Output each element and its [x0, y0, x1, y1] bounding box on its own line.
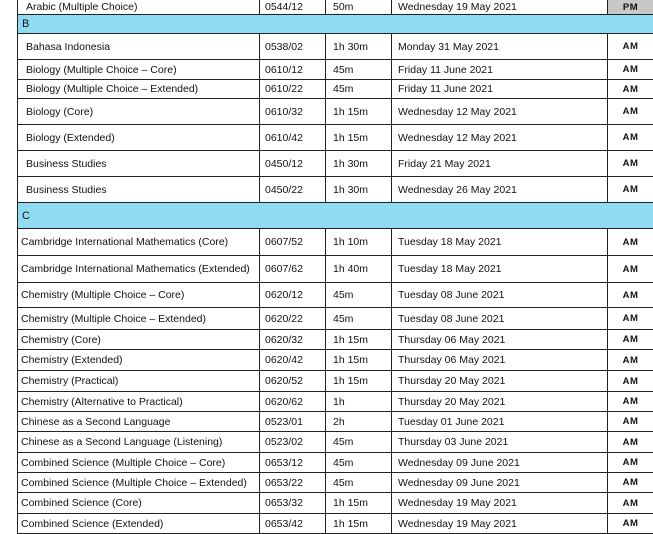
subject-cell: Biology (Extended) [17, 125, 259, 150]
section-header: B [17, 15, 653, 34]
duration-cell: 1h 15m [325, 350, 391, 370]
session-cell: AM [607, 371, 653, 391]
subject-cell: Chemistry (Multiple Choice – Extended) [17, 308, 259, 329]
code-cell: 0538/02 [259, 34, 325, 59]
date-cell: Wednesday 09 June 2021 [391, 473, 607, 492]
table-row [17, 34, 653, 60]
table-row [17, 99, 653, 125]
duration-cell: 1h 10m [325, 229, 391, 255]
date-cell: Thursday 06 May 2021 [391, 330, 607, 349]
date-cell: Tuesday 08 June 2021 [391, 283, 607, 307]
table-row [17, 330, 653, 350]
session-cell: PM [607, 0, 653, 14]
table-row [17, 392, 653, 412]
duration-cell: 45m [325, 308, 391, 329]
table-row [17, 229, 653, 256]
date-cell: Wednesday 12 May 2021 [391, 99, 607, 124]
date-cell: Monday 31 May 2021 [391, 34, 607, 59]
code-cell: 0653/22 [259, 473, 325, 492]
code-cell: 0450/22 [259, 177, 325, 202]
table-row [17, 151, 653, 177]
date-cell: Tuesday 18 May 2021 [391, 256, 607, 282]
table-row [17, 283, 653, 308]
subject-cell: Chinese as a Second Language (Listening) [17, 432, 259, 452]
date-cell: Thursday 20 May 2021 [391, 392, 607, 411]
subject-cell: Chemistry (Core) [17, 330, 259, 349]
code-cell: 0620/12 [259, 283, 325, 307]
subject-cell: Chemistry (Alternative to Practical) [17, 392, 259, 411]
table-row [17, 493, 653, 514]
code-cell: 0544/12 [259, 0, 325, 14]
session-cell: AM [607, 99, 653, 124]
session-cell: AM [607, 412, 653, 431]
session-cell: AM [607, 330, 653, 349]
subject-cell: Bahasa Indonesia [17, 34, 259, 59]
duration-cell: 1h 15m [325, 371, 391, 391]
date-cell: Friday 11 June 2021 [391, 60, 607, 79]
session-cell: AM [607, 229, 653, 255]
code-cell: 0607/52 [259, 229, 325, 255]
date-cell: Wednesday 19 May 2021 [391, 0, 607, 14]
date-cell: Thursday 06 May 2021 [391, 350, 607, 370]
date-cell: Wednesday 19 May 2021 [391, 493, 607, 513]
duration-cell: 1h 15m [325, 125, 391, 150]
session-cell: AM [607, 493, 653, 513]
duration-cell: 45m [325, 432, 391, 452]
duration-cell: 2h [325, 412, 391, 431]
duration-cell: 1h [325, 392, 391, 411]
duration-cell: 45m [325, 473, 391, 492]
code-cell: 0523/02 [259, 432, 325, 452]
session-cell: AM [607, 283, 653, 307]
session-cell: AM [607, 177, 653, 202]
date-cell: Wednesday 09 June 2021 [391, 453, 607, 472]
date-cell: Thursday 20 May 2021 [391, 371, 607, 391]
subject-cell: Chemistry (Extended) [17, 350, 259, 370]
table-row [17, 80, 653, 99]
subject-cell: Chinese as a Second Language [17, 412, 259, 431]
date-cell: Friday 11 June 2021 [391, 80, 607, 98]
code-cell: 0523/01 [259, 412, 325, 431]
duration-cell: 45m [325, 283, 391, 307]
code-cell: 0610/42 [259, 125, 325, 150]
table-row [17, 177, 653, 203]
date-cell: Wednesday 12 May 2021 [391, 125, 607, 150]
code-cell: 0653/12 [259, 453, 325, 472]
code-cell: 0610/32 [259, 99, 325, 124]
table-row [17, 371, 653, 392]
section-header: C [17, 203, 653, 229]
table-row [17, 308, 653, 330]
session-cell: AM [607, 514, 653, 533]
table-row [17, 0, 653, 15]
duration-cell: 1h 15m [325, 493, 391, 513]
duration-cell: 1h 15m [325, 514, 391, 533]
subject-cell: Business Studies [17, 177, 259, 202]
session-cell: AM [607, 60, 653, 79]
session-cell: AM [607, 308, 653, 329]
subject-cell: Biology (Multiple Choice – Core) [17, 60, 259, 79]
subject-cell: Cambridge International Mathematics (Extended) [17, 256, 259, 282]
session-cell: AM [607, 473, 653, 492]
date-cell: Tuesday 08 June 2021 [391, 308, 607, 329]
table-row [17, 453, 653, 473]
table-row [17, 514, 653, 534]
session-cell: AM [607, 125, 653, 150]
code-cell: 0620/32 [259, 330, 325, 349]
subject-cell: Business Studies [17, 151, 259, 176]
subject-cell: Combined Science (Extended) [17, 514, 259, 533]
session-cell: AM [607, 432, 653, 452]
date-cell: Wednesday 19 May 2021 [391, 514, 607, 533]
duration-cell: 1h 15m [325, 330, 391, 349]
code-cell: 0620/52 [259, 371, 325, 391]
session-cell: AM [607, 34, 653, 59]
code-cell: 0653/42 [259, 514, 325, 533]
code-cell: 0620/62 [259, 392, 325, 411]
code-cell: 0620/22 [259, 308, 325, 329]
duration-cell: 1h 15m [325, 99, 391, 124]
table-row [17, 412, 653, 432]
date-cell: Tuesday 01 June 2021 [391, 412, 607, 431]
duration-cell: 45m [325, 80, 391, 98]
date-cell: Friday 21 May 2021 [391, 151, 607, 176]
session-cell: AM [607, 350, 653, 370]
subject-cell: Cambridge International Mathematics (Core) [17, 229, 259, 255]
table-row [17, 125, 653, 151]
code-cell: 0610/22 [259, 80, 325, 98]
subject-cell: Chemistry (Multiple Choice – Core) [17, 283, 259, 307]
subject-cell: Biology (Core) [17, 99, 259, 124]
date-cell: Tuesday 18 May 2021 [391, 229, 607, 255]
code-cell: 0610/12 [259, 60, 325, 79]
subject-cell: Arabic (Multiple Choice) [17, 0, 259, 14]
table-row [17, 256, 653, 283]
session-cell: AM [607, 256, 653, 282]
session-cell: AM [607, 392, 653, 411]
subject-cell: Combined Science (Multiple Choice – Extended) [17, 473, 259, 492]
table-row [17, 473, 653, 493]
table-row [17, 432, 653, 453]
code-cell: 0607/62 [259, 256, 325, 282]
date-cell: Wednesday 26 May 2021 [391, 177, 607, 202]
subject-cell: Combined Science (Multiple Choice – Core) [17, 453, 259, 472]
table-row [17, 60, 653, 80]
duration-cell: 1h 30m [325, 177, 391, 202]
exam-timetable [17, 0, 653, 530]
code-cell: 0620/42 [259, 350, 325, 370]
duration-cell: 1h 30m [325, 34, 391, 59]
table-row [17, 350, 653, 371]
subject-cell: Chemistry (Practical) [17, 371, 259, 391]
duration-cell: 45m [325, 60, 391, 79]
subject-cell: Combined Science (Core) [17, 493, 259, 513]
code-cell: 0450/12 [259, 151, 325, 176]
date-cell: Thursday 03 June 2021 [391, 432, 607, 452]
session-cell: AM [607, 151, 653, 176]
duration-cell: 1h 40m [325, 256, 391, 282]
code-cell: 0653/32 [259, 493, 325, 513]
subject-cell: Biology (Multiple Choice – Extended) [17, 80, 259, 98]
session-cell: AM [607, 453, 653, 472]
duration-cell: 45m [325, 453, 391, 472]
duration-cell: 1h 30m [325, 151, 391, 176]
duration-cell: 50m [325, 0, 391, 14]
session-cell: AM [607, 80, 653, 98]
